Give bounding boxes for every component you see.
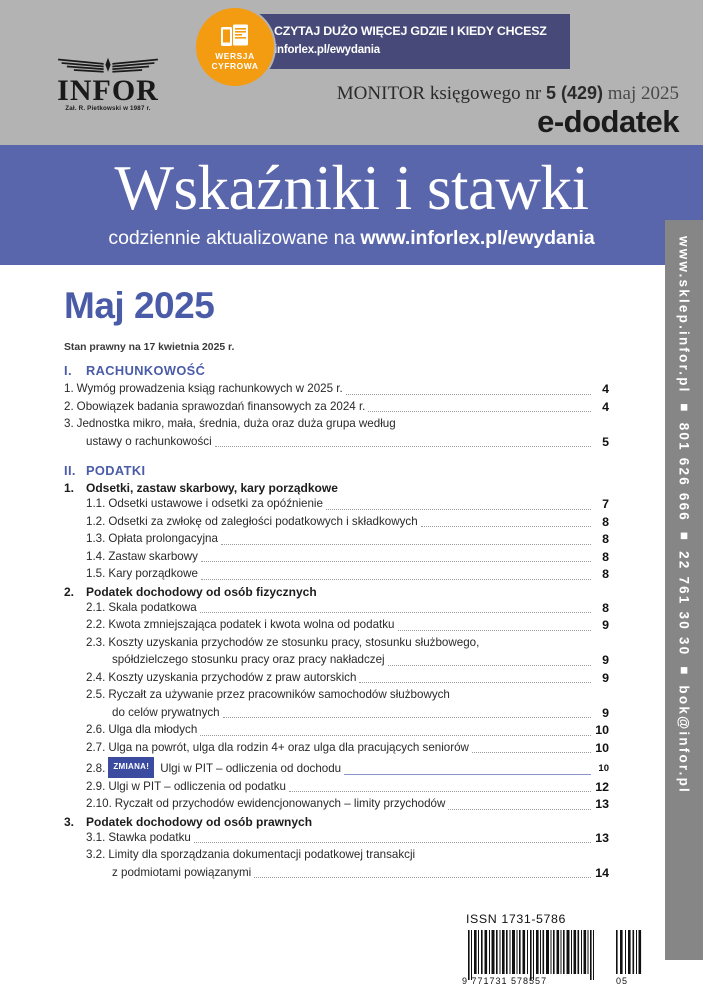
masthead	[0, 0, 703, 145]
hero-subtitle	[0, 227, 703, 250]
item-text: Ulgi w PIT – odliczenia od podatku	[108, 779, 287, 793]
item-text: Limity dla sporządzania dokumentacji podatkowej transakcji	[108, 848, 416, 861]
group-number: 1.	[64, 481, 75, 495]
item-page: 9	[602, 705, 609, 720]
item-text: Kary porządkowe	[108, 567, 198, 580]
item-number: 3.	[64, 417, 74, 430]
item-number: 2.2.	[86, 618, 106, 631]
section-roman-2: II.	[64, 463, 76, 478]
leader-dots	[201, 560, 591, 562]
item-page: 9	[602, 618, 609, 632]
toc-row-continuation[interactable]	[64, 865, 609, 882]
toc-row[interactable]	[64, 617, 609, 634]
item-page: 7	[602, 497, 609, 511]
toc-section-header-1	[64, 363, 609, 378]
item-number: 1.4.	[86, 549, 106, 563]
group-title: Podatek dochodowy od osób fizycznych	[86, 584, 317, 599]
section-title-2: PODATKI	[86, 463, 146, 478]
legal-state-note: Stan prawny na 17 kwietnia 2025 r.	[64, 342, 235, 353]
item-number: 2.4.	[86, 670, 106, 684]
item-page: 8	[602, 567, 609, 581]
item-number: 1.2.	[86, 514, 106, 528]
toc-row[interactable]	[64, 722, 609, 739]
item-number: 1.	[64, 382, 74, 395]
toc-row[interactable]	[64, 514, 609, 531]
leader-dots	[326, 508, 591, 510]
item-text-2: ustawy o rachunkowości	[86, 434, 212, 448]
item-page: 8	[602, 549, 609, 564]
item-page: 8	[602, 532, 609, 546]
leader-dots	[368, 410, 591, 412]
item-text-2: spółdzielczego stosunku pracy oraz pracy nakładczej	[112, 653, 385, 666]
item-text: Koszty uzyskania przychodów z praw autorskich	[108, 670, 357, 684]
leader-dots	[346, 393, 591, 395]
supplement-label: e-dodatek	[537, 104, 679, 139]
digital-badge-line2: CYFROWA	[211, 60, 259, 71]
item-text: Koszty uzyskania przychodów ze stosunku pracy, stosunku służbowego,	[108, 635, 480, 649]
leader-dots	[448, 808, 591, 810]
hero-subtitle-url: www.inforlex.pl/ewydania	[360, 227, 595, 249]
item-text-2: do celów prywatnych	[112, 705, 220, 719]
promo-url: inforlex.pl/ewydania	[274, 44, 380, 56]
toc-row[interactable]	[64, 635, 609, 652]
group-title: Podatek dochodowy od osób prawnych	[86, 814, 313, 829]
item-text: Ulga na powrót, ulga dla rodzin 4+ oraz ulga dla pracujących seniorów	[108, 740, 469, 754]
leader-dots	[221, 543, 591, 545]
toc-row[interactable]	[64, 496, 609, 513]
toc-row[interactable]	[64, 670, 609, 687]
toc-row[interactable]	[64, 549, 609, 566]
ean13-barcode	[466, 930, 606, 980]
toc-group-header	[64, 585, 609, 599]
status-badge-zmiana: ZMIANA!	[108, 757, 154, 778]
toc-row[interactable]	[64, 416, 609, 433]
toc-row[interactable]	[64, 830, 609, 847]
item-page: 4	[602, 399, 609, 414]
toc-row-changed[interactable]	[64, 757, 609, 778]
item-number: 2.10.	[86, 797, 112, 810]
leader-dots	[398, 629, 592, 631]
issue-prefix: MONITOR księgowego nr	[336, 83, 546, 104]
toc-row[interactable]	[64, 600, 609, 617]
leader-dots	[344, 773, 591, 775]
toc-row-continuation[interactable]	[64, 652, 609, 669]
contact-side-text-wrap	[665, 220, 703, 960]
item-text: Ulgi w PIT – odliczenia od dochodu	[160, 762, 342, 775]
logo-wordmark: INFOR	[57, 74, 159, 107]
item-page: 10	[595, 723, 609, 737]
item-page: 13	[595, 797, 609, 811]
toc-row[interactable]	[64, 740, 609, 757]
toc-row-continuation[interactable]	[64, 705, 609, 722]
item-number: 2.5.	[86, 688, 106, 701]
group-title: Odsetki, zastaw skarbowy, kary porządkowe	[86, 481, 338, 495]
infor-logo	[42, 56, 174, 112]
barcode-digits: 9 771731 578557	[462, 976, 548, 986]
item-number: 2.	[64, 399, 74, 413]
leader-dots	[194, 841, 591, 843]
item-text: Kwota zmniejszająca podatek i kwota wolna od podatku	[108, 618, 395, 631]
item-text: Ulga dla młodych	[108, 723, 198, 736]
leader-dots	[215, 445, 591, 447]
item-page: 5	[602, 434, 609, 449]
leader-dots	[223, 716, 591, 718]
promo-headline: CZYTAJ DUŻO WIĘCEJ GDZIE I KIEDY CHCESZ	[274, 24, 547, 38]
item-number: 3.1.	[86, 830, 106, 844]
item-text: Zastaw skarbowy	[108, 549, 198, 563]
item-page: 8	[602, 514, 609, 529]
digital-version-badge[interactable]	[196, 8, 274, 86]
section-roman-1: I.	[64, 363, 72, 378]
item-number: 2.6.	[86, 723, 106, 736]
item-text: Wymóg prowadzenia ksiąg rachunkowych w 2025 r.	[76, 382, 343, 395]
barcode-addon	[614, 930, 644, 980]
item-page: 9	[602, 670, 609, 685]
item-text: Opłata prolongacyjna	[108, 532, 218, 545]
issn-label: ISSN 1731-5786	[466, 912, 567, 926]
toc-row[interactable]	[64, 399, 609, 416]
item-number: 2.9.	[86, 779, 106, 793]
leader-dots	[388, 664, 591, 666]
item-page: 14	[595, 865, 609, 880]
item-page: 12	[595, 779, 609, 794]
item-number: 2.1.	[86, 600, 106, 614]
toc-row[interactable]	[64, 779, 609, 796]
item-text: Obowiązek badania sprawozdań finansowych za 2024 r.	[76, 399, 366, 413]
item-number: 1.1.	[86, 497, 106, 510]
logo-tagline: Zał. R. Pietkowski w 1987 r.	[65, 105, 151, 112]
group-number: 3.	[64, 814, 75, 829]
toc-section-header-2	[64, 463, 609, 478]
toc-row[interactable]	[64, 531, 609, 548]
item-page: 10	[595, 740, 609, 755]
tablet-device-icon	[220, 24, 250, 50]
leader-dots	[201, 578, 591, 580]
item-number: 2.7.	[86, 740, 106, 754]
leader-dots	[421, 525, 591, 527]
item-text: Odsetki ustawowe i odsetki za opóźnienie	[108, 497, 323, 510]
page-title: Wskaźniki i stawki	[114, 153, 589, 223]
hero-banner	[0, 145, 703, 265]
barcode-addon-digits: 05	[616, 976, 629, 986]
item-text: Skala podatkowa	[108, 600, 197, 614]
item-number: 1.3.	[86, 532, 106, 545]
item-page: 4	[602, 382, 609, 396]
toc-row[interactable]	[64, 687, 609, 704]
item-page: 10	[598, 763, 609, 774]
leader-dots	[359, 681, 591, 683]
table-of-contents	[64, 363, 609, 882]
item-text: Jednostka mikro, mała, średnia, duża oraz duża grupa według	[76, 417, 396, 430]
toc-row[interactable]	[64, 796, 609, 813]
item-number: 2.8.	[86, 762, 106, 775]
leader-dots	[254, 876, 591, 878]
toc-row[interactable]	[64, 381, 609, 398]
toc-group-header	[64, 815, 609, 829]
item-number: 2.3.	[86, 635, 106, 649]
toc-row[interactable]	[64, 847, 609, 864]
leader-dots	[200, 734, 591, 736]
item-number: 3.2.	[86, 848, 106, 861]
section-title-1: RACHUNKOWOŚĆ	[86, 363, 206, 378]
item-text-2: z podmiotami powiązanymi	[112, 865, 252, 879]
contact-info: www.sklep.infor.pl ■ 801 626 666 ■ 22 761 30 30 ■ bok@infor.pl	[676, 236, 692, 794]
issue-line	[337, 83, 679, 105]
toc-row-continuation[interactable]	[64, 434, 609, 451]
digital-badge-line1: WERSJA	[215, 50, 255, 61]
item-page: 8	[602, 600, 609, 615]
item-text: Odsetki za zwłokę od zaległości podatkowych i składkowych	[108, 514, 418, 528]
item-text: Stawka podatku	[108, 830, 191, 844]
issue-month: Maj 2025	[64, 285, 215, 326]
toc-row[interactable]	[64, 566, 609, 583]
toc-group-header	[64, 481, 609, 495]
leader-dots	[200, 611, 591, 613]
item-text: Ryczałt od przychodów ewidencjonowanych – limity przychodów	[114, 797, 446, 810]
item-text: Ryczałt za używanie przez pracowników samochodów służbowych	[108, 688, 450, 701]
promo-banner[interactable]	[232, 14, 570, 69]
issue-number: 5 (429)	[545, 83, 603, 103]
item-page: 13	[595, 830, 609, 845]
item-number: 1.5.	[86, 567, 106, 580]
group-number: 2.	[64, 584, 75, 599]
leader-dots	[289, 790, 591, 792]
hero-subtitle-prefix: codziennie aktualizowane na	[108, 227, 361, 249]
leader-dots	[472, 751, 591, 753]
item-page: 9	[602, 653, 609, 667]
issue-date: maj 2025	[603, 83, 679, 104]
